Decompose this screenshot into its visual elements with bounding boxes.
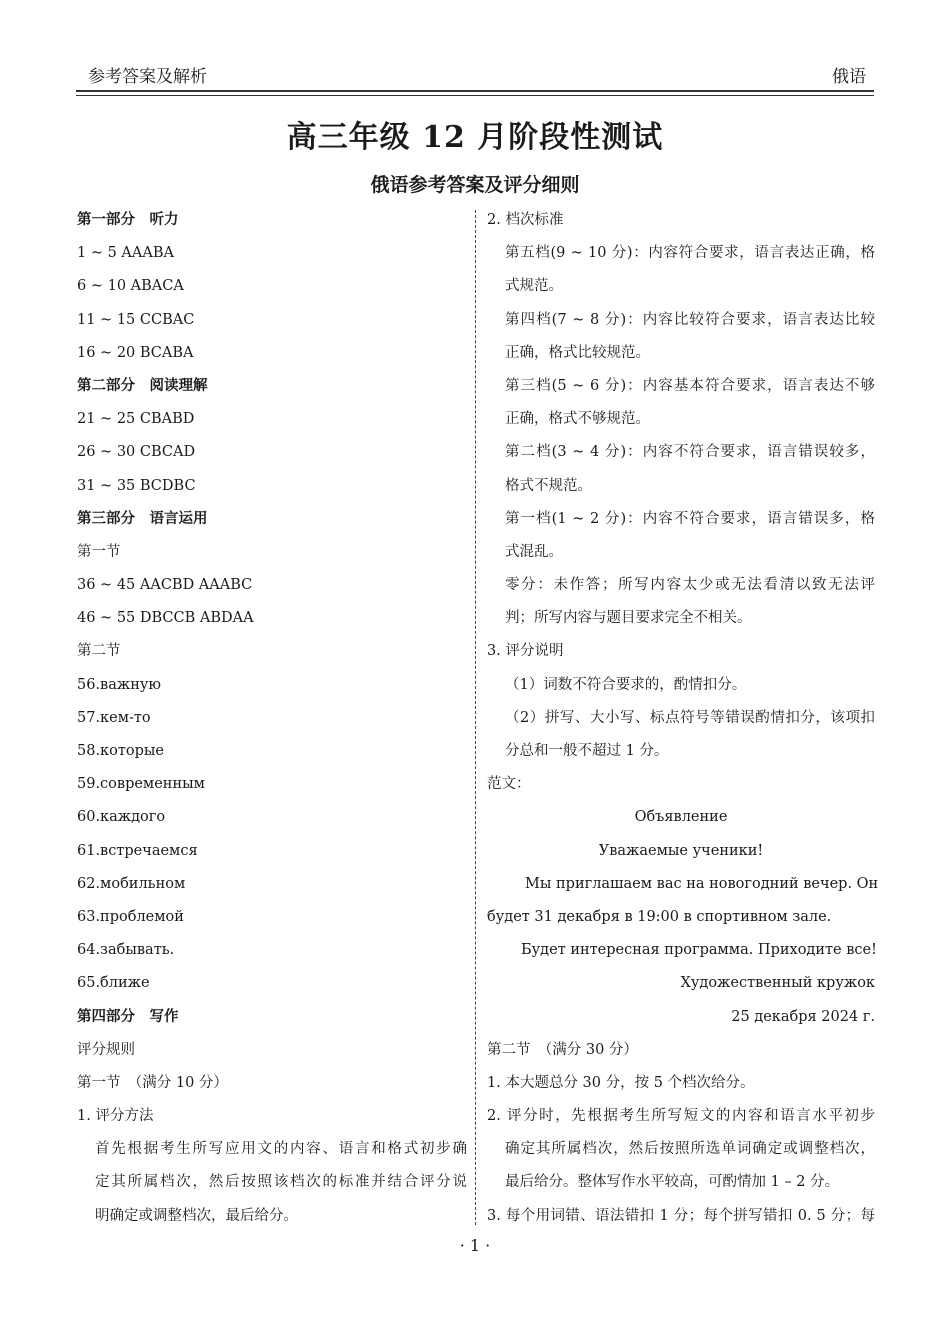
left-column-line: 56.важную xyxy=(77,676,162,693)
right-column-line: 判；所写内容与题目要求完全不相关。 xyxy=(505,610,752,627)
left-column-line: 60.каждого xyxy=(77,809,166,826)
right-column-line: 范文： xyxy=(487,776,531,793)
right-column-line: 2. 档次标准 xyxy=(487,212,564,228)
left-column-line: 1. 评分方法 xyxy=(77,1108,154,1125)
right-column-line: Объявление xyxy=(634,809,728,826)
left-column-line: 57.кем-то xyxy=(77,709,151,726)
right-column-line: （1）词数不符合要求的，酌情扣分。 xyxy=(505,676,747,693)
column-divider xyxy=(475,210,476,1225)
right-column-line: 1. 本大题总分 30 分，按 5 个档次给分。 xyxy=(487,1074,755,1091)
left-column-line: 46 ~ 55 DBCCB ABDAA xyxy=(77,610,254,627)
left-column-line: 第二节 xyxy=(77,643,121,660)
left-column-line: 59.современным xyxy=(77,776,205,793)
header-rule-thin xyxy=(76,95,874,96)
right-column-line: 最后给分。整体写作水平较高，可酌情加 1 – 2 分。 xyxy=(505,1174,840,1191)
left-column-line: 定其所属档次，然后按照该档次的标准并结合评分说 xyxy=(95,1174,467,1191)
right-column-line: 2. 评分时，先根据考生所写短文的内容和语言水平初步 xyxy=(487,1108,875,1125)
right-column-line: 确定其所属档次，然后按照所选单词确定或调整档次， xyxy=(505,1141,875,1158)
left-column-line: 评分规则 xyxy=(77,1041,135,1058)
right-column-line: 3. 评分说明 xyxy=(487,643,564,660)
left-column-line: 21 ~ 25 CBABD xyxy=(77,411,195,428)
left-column-line: 31 ~ 35 BCDBC xyxy=(77,477,196,494)
right-column-line: 第三档(5 ~ 6 分)：内容基本符合要求，语言表达不够 xyxy=(505,377,875,394)
left-column-line: 58.которые xyxy=(77,743,165,759)
left-column-line: 第一部分 听力 xyxy=(77,212,179,228)
left-column-line: 明确定或调整档次，最后给分。 xyxy=(95,1207,298,1224)
left-column xyxy=(77,207,467,1236)
right-column-line: 25 декабря 2024 г. xyxy=(731,1008,875,1025)
right-column-line: Мы приглашаем вас на новогодний вечер. Он xyxy=(525,875,879,892)
left-column-line: 第一节 xyxy=(77,543,121,560)
left-column-line: 36 ~ 45 AACBD AAABC xyxy=(77,577,253,594)
header-rule-thick xyxy=(76,90,874,92)
left-column-line: 65.ближе xyxy=(77,975,150,992)
right-column-line: Уважаемые ученики! xyxy=(598,842,764,859)
right-column-line: 式规范。 xyxy=(505,278,563,295)
right-column-line: 式混乱。 xyxy=(505,543,563,560)
header-section-title: 参考答案及解析 xyxy=(88,67,207,87)
left-column-line: 首先根据考生所写应用文的内容、语言和格式初步确 xyxy=(95,1141,467,1158)
right-column xyxy=(487,207,879,1236)
header-subject: 俄语 xyxy=(832,67,866,87)
page-subtitle: 俄语参考答案及评分细则 xyxy=(370,174,580,196)
left-column-line: 第二部分 阅读理解 xyxy=(77,377,208,394)
left-column-line: 1 ~ 5 AAABA xyxy=(77,245,174,262)
right-column-line: 正确，格式不够规范。 xyxy=(505,411,650,428)
right-column-line: 零分：未作答；所写内容太少或无法看清以致无法评 xyxy=(505,577,875,594)
right-column-line: 第二档(3 ~ 4 分)：内容不符合要求，语言错误较多， xyxy=(505,444,875,461)
left-column-line: 11 ~ 15 CCBAC xyxy=(77,311,195,328)
right-column-line: 第五档(9 ~ 10 分)：内容符合要求，语言表达正确，格 xyxy=(505,245,875,262)
right-column-line: 第一档(1 ~ 2 分)：内容不符合要求，语言错误多，格 xyxy=(505,510,875,527)
right-column-line: （2）拼写、大小写、标点符号等错误酌情扣分，该项扣 xyxy=(505,709,875,726)
page-number: · 1 · xyxy=(459,1236,491,1255)
right-column-line: 分总和一般不超过 1 分。 xyxy=(505,743,669,759)
left-column-line: 63.проблемой xyxy=(77,908,184,925)
left-column-line: 第一节 （满分 10 分） xyxy=(77,1074,228,1091)
left-column-line: 26 ~ 30 CBCAD xyxy=(77,444,196,461)
left-column-line: 62.мобильном xyxy=(77,875,186,892)
page-header xyxy=(76,58,874,88)
right-column-line: 正确，格式比较规范。 xyxy=(505,344,650,361)
right-column-line: 3. 每个用词错、语法错扣 1 分；每个拼写错扣 0. 5 分；每 xyxy=(487,1207,875,1224)
right-column-line: 第二节 （满分 30 分） xyxy=(487,1041,638,1058)
left-column-line: 16 ~ 20 BCABA xyxy=(77,344,194,361)
left-column-line: 64.забывать. xyxy=(77,942,175,959)
right-column-line: 第四档(7 ~ 8 分)：内容比较符合要求，语言表达比较 xyxy=(505,311,875,328)
left-column-line: 61.встречаемся xyxy=(77,842,198,859)
right-column-line: 格式不规范。 xyxy=(505,477,592,494)
right-column-line: Художественный кружок xyxy=(680,975,875,992)
page-title: 高三年级 12 月阶段性测试 xyxy=(286,120,664,155)
left-column-line: 第四部分 写作 xyxy=(77,1008,179,1025)
left-column-line: 6 ~ 10 ABACA xyxy=(77,278,184,295)
right-column-line: Будет интересная программа. Приходите все! xyxy=(521,942,877,959)
left-column-line: 第三部分 语言运用 xyxy=(77,510,208,527)
right-column-line: будет 31 декабря в 19:00 в спортивном зале. xyxy=(487,908,832,925)
